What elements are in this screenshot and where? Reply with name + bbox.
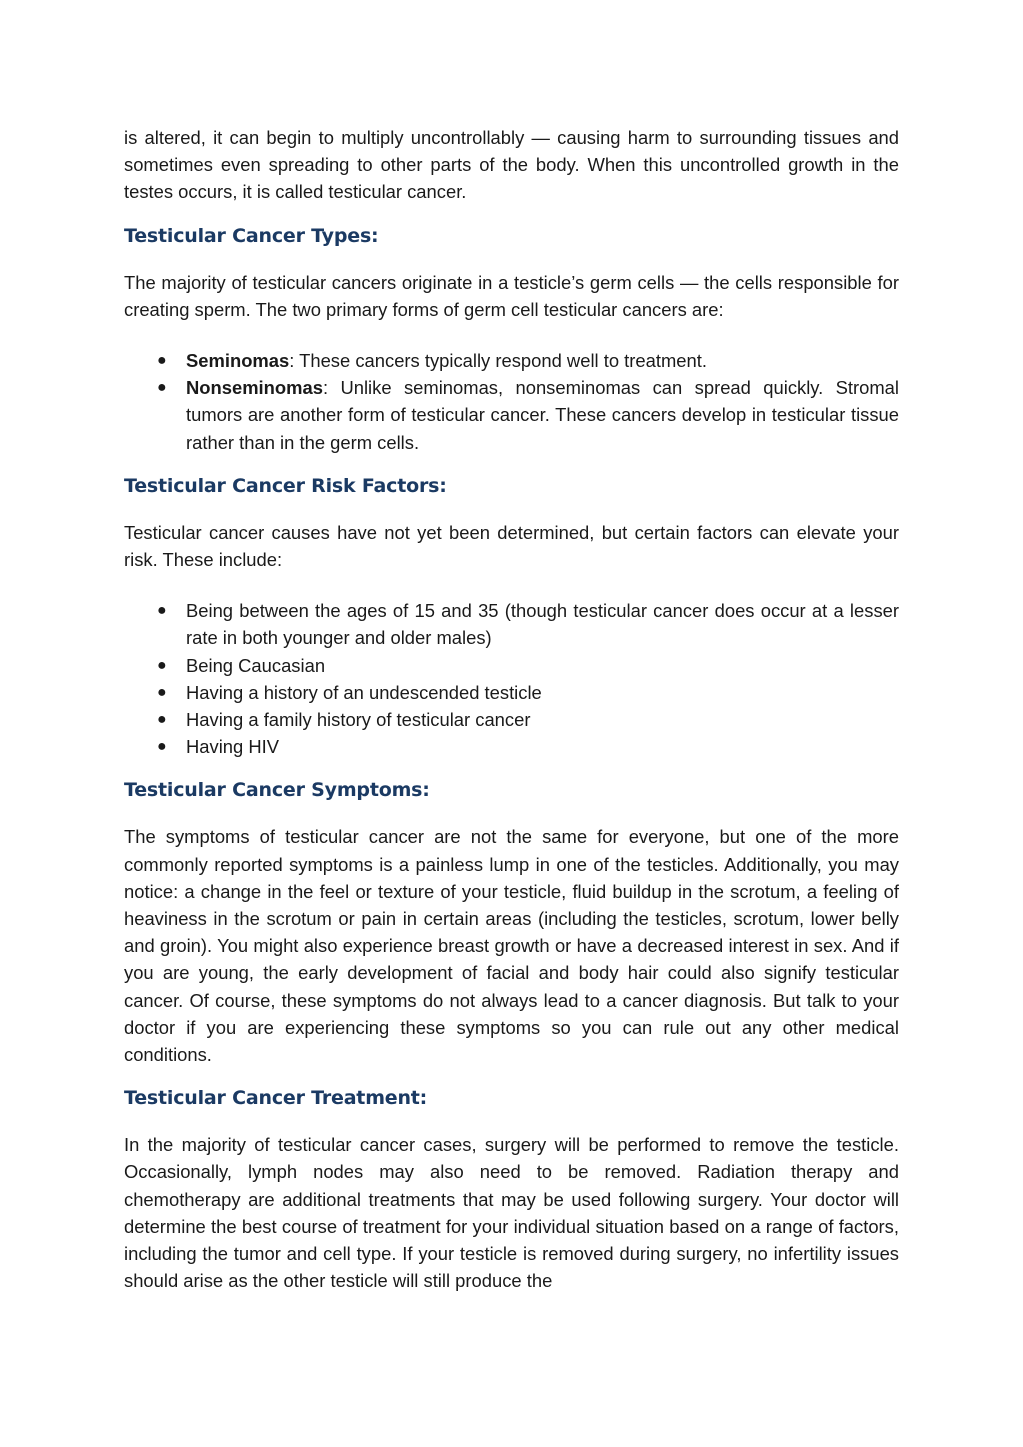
list-item-term: Nonseminomas xyxy=(186,377,323,399)
list-item xyxy=(157,706,899,733)
list-item xyxy=(157,374,899,456)
bullet-icon: ● xyxy=(157,738,167,756)
list-item-text: Having a history of an undescended testicle xyxy=(186,681,542,703)
symptoms-heading: Testicular Cancer Symptoms: xyxy=(124,779,430,802)
list-item-text: : These cancers typically respond well to treatment. xyxy=(289,350,707,372)
risk-list xyxy=(124,597,899,760)
list-item-text: Being Caucasian xyxy=(186,654,326,676)
list-item-text: Being between the ages of 15 and 35 (though testicular cancer does occur at a lesser rate in both younger and older males) xyxy=(186,600,899,649)
list-item-text: : Unlike seminomas, nonseminomas can spread quickly. Stromal tumors are another form of testicular cancer. These cancers develop in testicular tissue rather than in the germ cells. xyxy=(186,377,899,453)
list-item xyxy=(157,679,899,706)
bullet-icon: ● xyxy=(157,379,167,397)
list-item xyxy=(157,733,899,760)
list-item-text: Having HIV xyxy=(186,736,280,758)
bullet-icon: ● xyxy=(157,711,167,729)
treatment-heading: Testicular Cancer Treatment: xyxy=(124,1087,428,1110)
list-item xyxy=(157,597,899,651)
symptoms-paragraph: The symptoms of testicular cancer are not the same for everyone, but one of the more commonly reported symptoms is a painless lump in one of the testicles. Additionally, you may notice: a change in the feel or texture of your testicle, fluid buildup in the scrotum, a feeling of heaviness in the scrotum or pain in certain areas (including the testicles, scrotum, lower belly and groin). You might also experience breast growth or have a decreased interest in sex. And if you are young, the early development of facial and body hair could also signify testicular cancer. Of course, these symptoms do not always lead to a cancer diagnosis. But talk to your doctor if you are experiencing these symptoms so you can rule out any other medical conditions. xyxy=(124,826,899,1066)
bullet-icon: ● xyxy=(157,602,167,620)
types-paragraph: The majority of testicular cancers originate in a testicle’s germ cells — the cells responsible for creating sperm. The two primary forms of germ cell testicular cancers are: xyxy=(124,271,899,320)
bullet-icon: ● xyxy=(157,683,167,701)
types-list xyxy=(124,347,899,456)
list-item-term: Seminomas xyxy=(186,350,290,372)
types-heading: Testicular Cancer Types: xyxy=(124,224,379,247)
list-item-text: Having a family history of testicular cancer xyxy=(186,709,531,731)
treatment-paragraph: In the majority of testicular cancer cases, surgery will be performed to remove the testicle. Occasionally, lymph nodes may also need to be removed. Radiation therapy and chemotherapy are additional treatments that may be used following surgery. Your doctor will determine the best course of treatment for your individual situation based on a range of factors, including the tumor and cell type. If your testicle is removed during surgery, no infertility issues should arise as the other testicle will still produce the xyxy=(124,1134,899,1292)
list-item xyxy=(157,652,899,679)
risk-heading: Testicular Cancer Risk Factors: xyxy=(124,474,447,497)
bullet-icon: ● xyxy=(157,656,167,674)
list-item xyxy=(157,347,899,374)
bullet-icon: ● xyxy=(157,352,167,370)
intro-paragraph: is altered, it can begin to multiply uncontrollably — causing harm to surrounding tissues and sometimes even spreading to other parts of the body. When this uncontrolled growth in the testes occurs, it is called testicular cancer. xyxy=(124,127,899,203)
document-page xyxy=(124,124,899,1295)
risk-paragraph: Testicular cancer causes have not yet been determined, but certain factors can elevate your risk. These include: xyxy=(124,521,899,571)
